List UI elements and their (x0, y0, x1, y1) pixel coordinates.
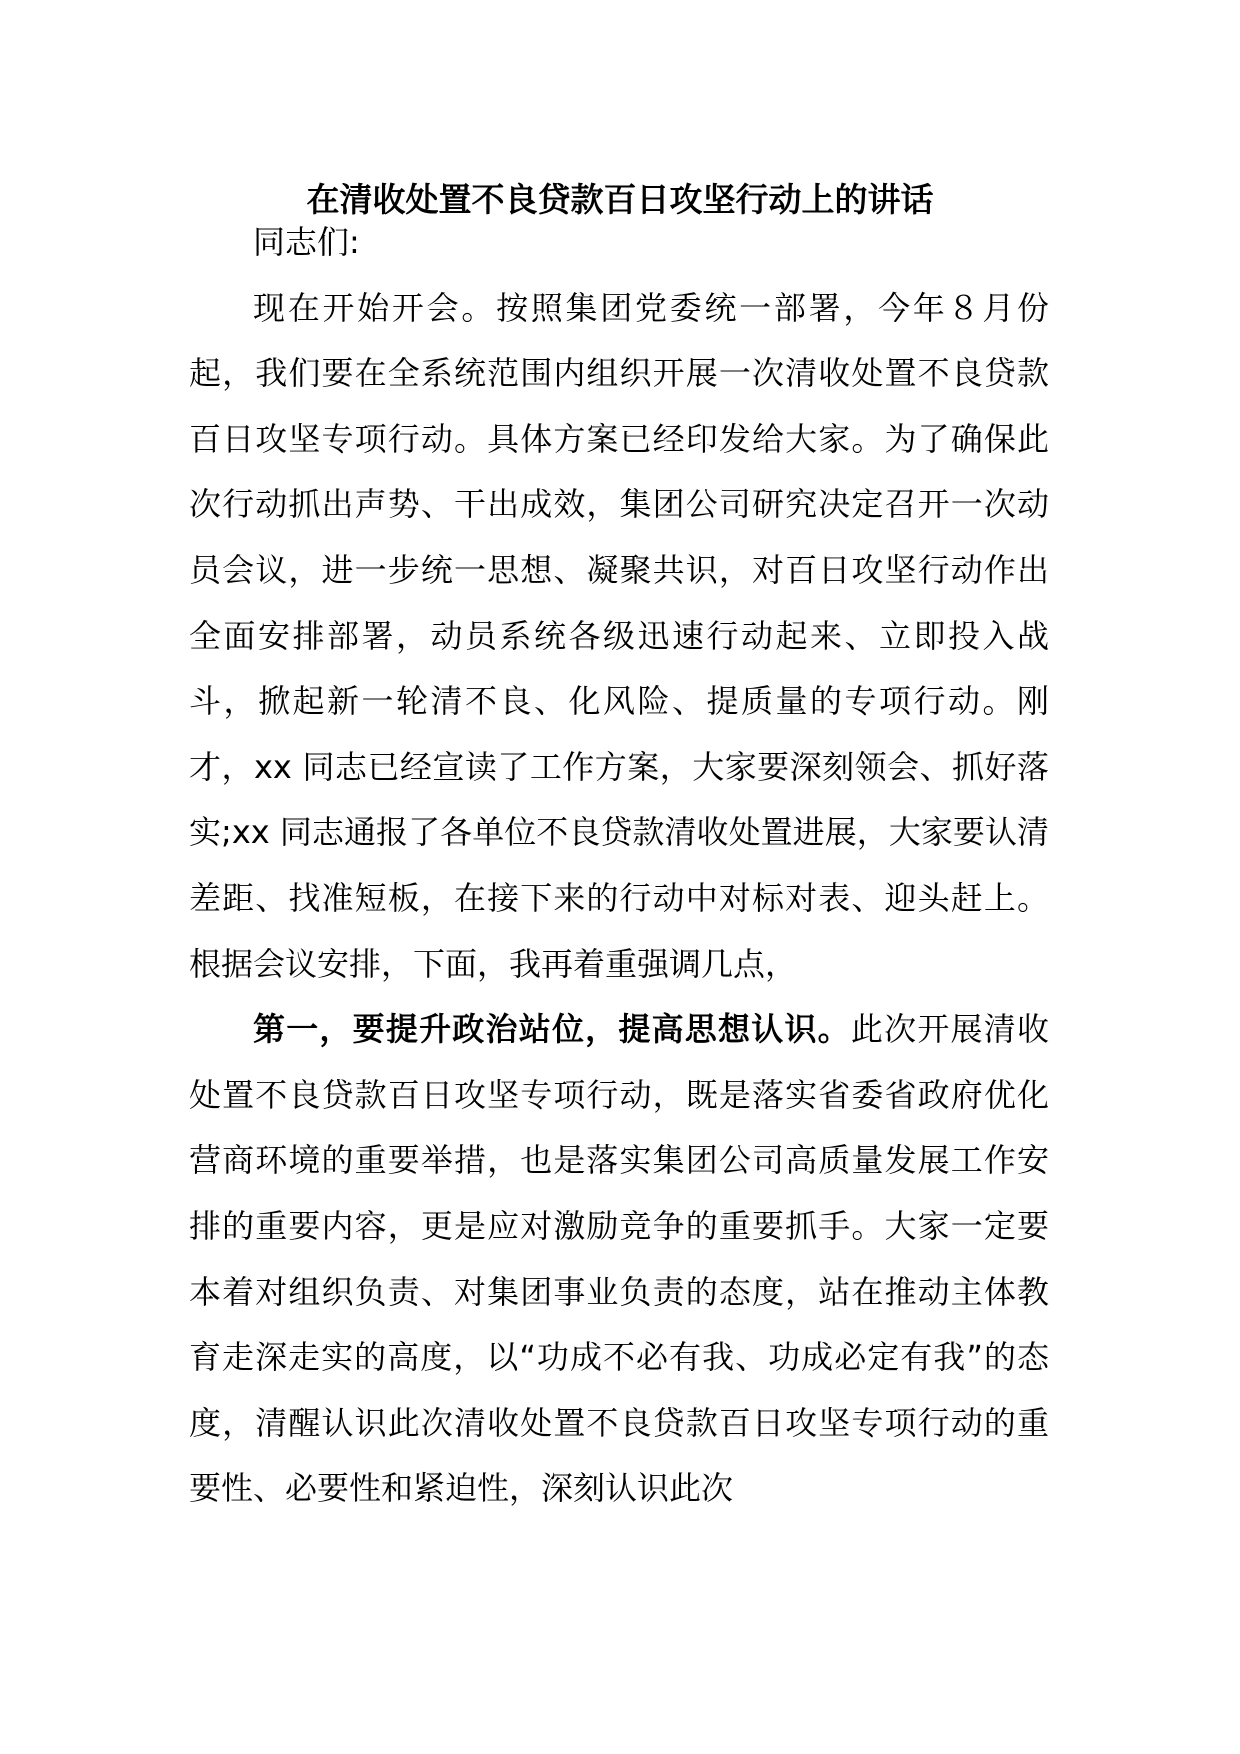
paragraph-2-body: 此次开展清收处置不良贷款百日攻坚专项行动，既是落实省委省政府优化营商环境的重要举措，也是落实集团公司高质量发展工作安排的重要内容，更是应对激励竞争的重要抓手。大家一定要本着对组织负责、对集团事业负责的态度，站在推动主体教育走深走实的高度，以“功成不必有我、功成必定有我”的态度，清醒认识此次清收处置不良贷款百日攻坚专项行动的重要性、必要性和紧迫性，深刻认识此次 (189, 1010, 1049, 1508)
paragraph-2-lead: 第一，要提升政治站位，提高思想认识。 (253, 1010, 851, 1049)
document-body (189, 210, 1049, 1522)
paragraph-2 (189, 997, 1049, 1522)
salutation: 同志们: (253, 223, 360, 261)
document-title: 在清收处置不良贷款百日攻坚行动上的讲话 (306, 180, 934, 219)
paragraph-1: 现在开始开会。按照集团党委统一部署，今年８月份起，我们要在全系统范围内组织开展一次清收处置不良贷款百日攻坚专项行动。具体方案已经印发给大家。为了确保此次行动抓出声势、干出成效，集团公司研究决定召开一次动员会议，进一步统一思想、凝聚共识，对百日攻坚行动作出全面安排部署，动员系统各级迅速行动起来、立即投入战斗，掀起新一轮清不良、化风险、提质量的专项行动。刚才，xx 同志已经宣读了工作方案，大家要深刻领会、抓好落实;xx 同志通报了各单位不良贷款清收处置进展，大家要认清差距、找准短板，在接下来的行动中对标对表、迎头赶上。根据会议安排，下面，我再着重强调几点， (189, 288, 1049, 983)
